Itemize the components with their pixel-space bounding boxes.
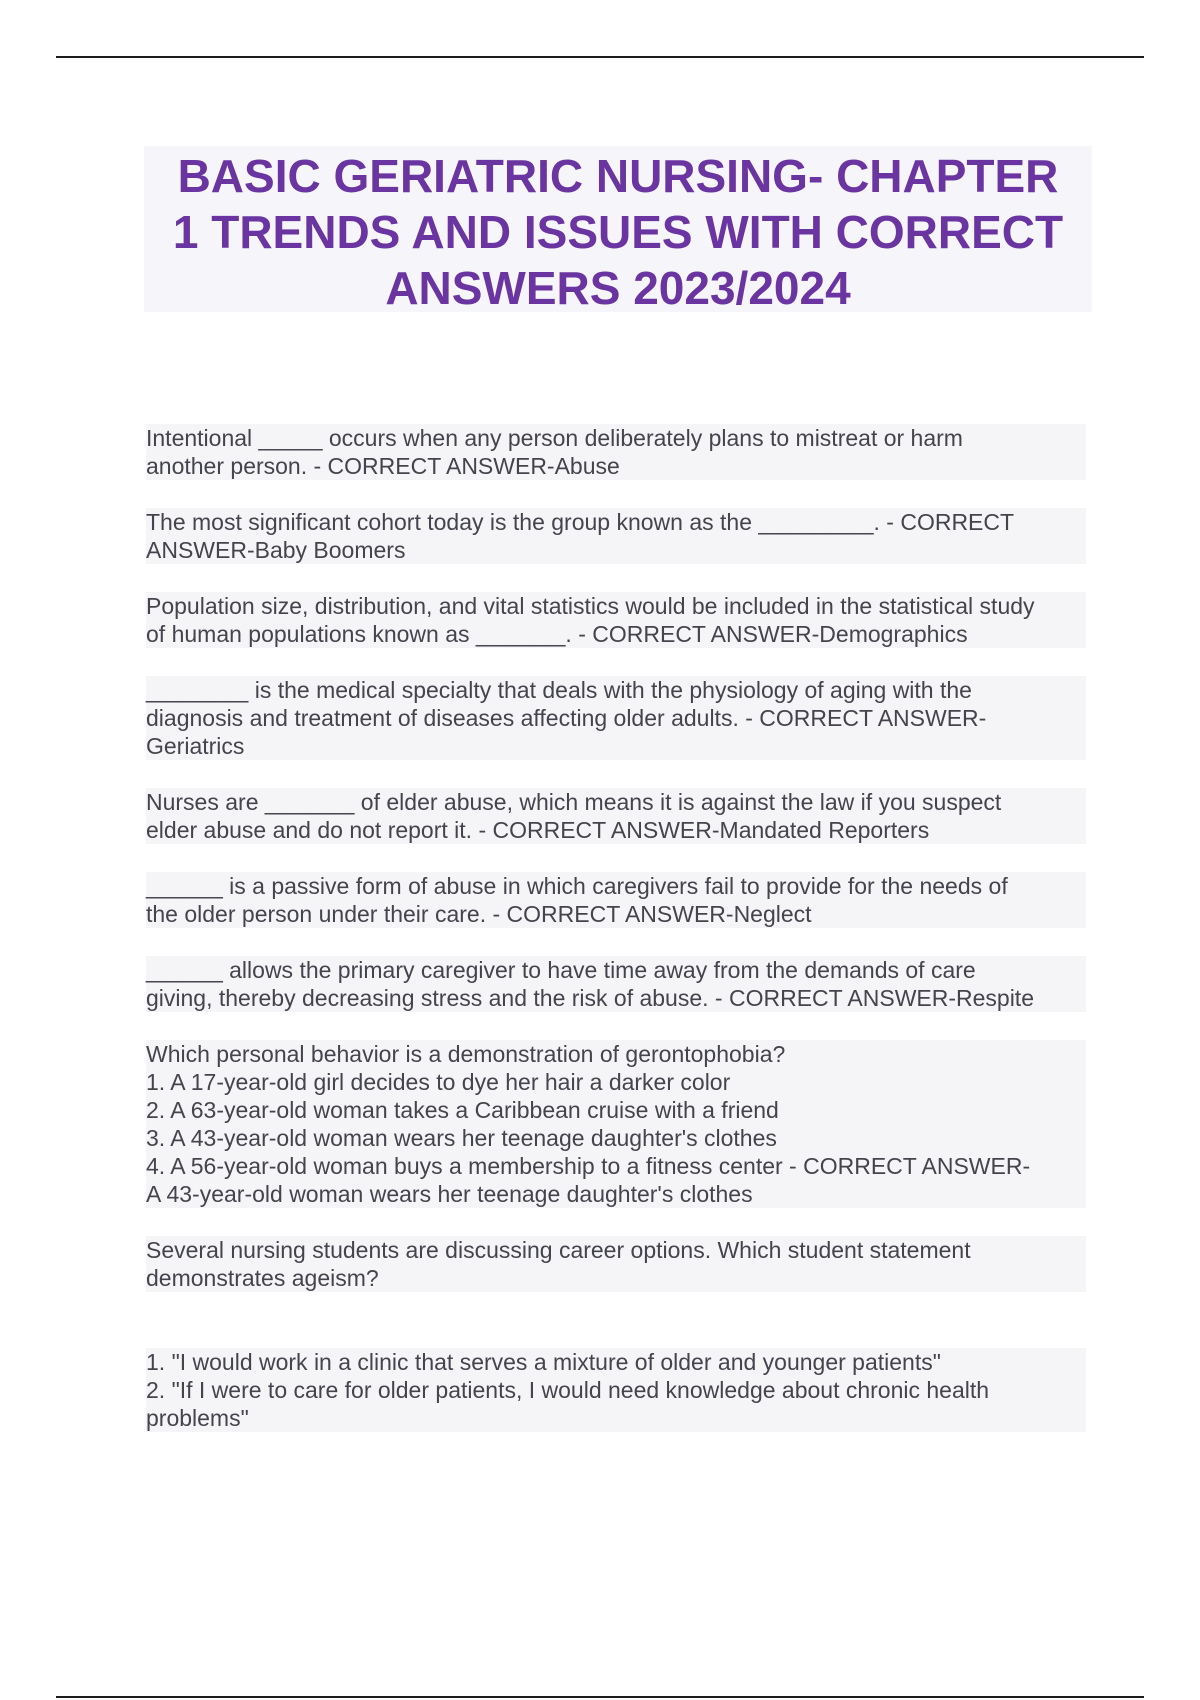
question-line: ______ is a passive form of abuse in which caregivers fail to provide for the needs of [146, 872, 1086, 900]
question-line: A 43-year-old woman wears her teenage daughter's clothes [146, 1180, 1086, 1208]
answer-option: 2. "If I were to care for older patients, I would need knowledge about chronic health [146, 1376, 1086, 1404]
document-title [144, 146, 1092, 316]
question-line: diagnosis and treatment of diseases affecting older adults. - CORRECT ANSWER- [146, 704, 1086, 732]
title-line: BASIC GERIATRIC NURSING- CHAPTER [177, 150, 1059, 202]
answer-option: 4. A 56-year-old woman buys a membership to a fitness center - CORRECT ANSWER- [146, 1152, 1086, 1180]
question-line: Population size, distribution, and vital statistics would be included in the statistical study [146, 592, 1086, 620]
question-list [146, 424, 1086, 1460]
question-item [146, 676, 1086, 760]
question-line: of human populations known as _______. - CORRECT ANSWER-Demographics [146, 620, 1086, 648]
question-item [146, 1348, 1086, 1432]
answer-option: 1. A 17-year-old girl decides to dye her hair a darker color [146, 1068, 1086, 1096]
question-line: Which personal behavior is a demonstration of gerontophobia? [146, 1040, 1086, 1068]
question-item [146, 508, 1086, 564]
question-item [146, 872, 1086, 928]
question-line: ANSWER-Baby Boomers [146, 536, 1086, 564]
answer-option: problems" [146, 1404, 1086, 1432]
question-line: ______ allows the primary caregiver to have time away from the demands of care [146, 956, 1086, 984]
question-line: Several nursing students are discussing career options. Which student statement [146, 1236, 1086, 1264]
bottom-rule [56, 1696, 1144, 1698]
title-block [144, 146, 1092, 312]
top-rule [56, 56, 1144, 58]
title-line: 1 TRENDS AND ISSUES WITH CORRECT [172, 206, 1064, 258]
question-line: another person. - CORRECT ANSWER-Abuse [146, 452, 1086, 480]
question-line: Nurses are _______ of elder abuse, which means it is against the law if you suspect [146, 788, 1086, 816]
question-line: ________ is the medical specialty that deals with the physiology of aging with the [146, 676, 1086, 704]
question-item [146, 1236, 1086, 1292]
question-item [146, 788, 1086, 844]
question-line: The most significant cohort today is the group known as the _________. - CORRECT [146, 508, 1086, 536]
question-line: Geriatrics [146, 732, 1086, 760]
answer-option: 3. A 43-year-old woman wears her teenage daughter's clothes [146, 1124, 1086, 1152]
answer-option: 2. A 63-year-old woman takes a Caribbean cruise with a friend [146, 1096, 1086, 1124]
question-line: demonstrates ageism? [146, 1264, 1086, 1292]
title-line: ANSWERS 2023/2024 [385, 262, 851, 314]
question-item [146, 592, 1086, 648]
question-item [146, 1040, 1086, 1208]
question-item [146, 424, 1086, 480]
question-item [146, 956, 1086, 1012]
question-line: the older person under their care. - CORRECT ANSWER-Neglect [146, 900, 1086, 928]
question-line: giving, thereby decreasing stress and the risk of abuse. - CORRECT ANSWER-Respite [146, 984, 1086, 1012]
question-line: Intentional _____ occurs when any person deliberately plans to mistreat or harm [146, 424, 1086, 452]
answer-option: 1. "I would work in a clinic that serves a mixture of older and younger patients" [146, 1348, 1086, 1376]
question-line: elder abuse and do not report it. - CORRECT ANSWER-Mandated Reporters [146, 816, 1086, 844]
